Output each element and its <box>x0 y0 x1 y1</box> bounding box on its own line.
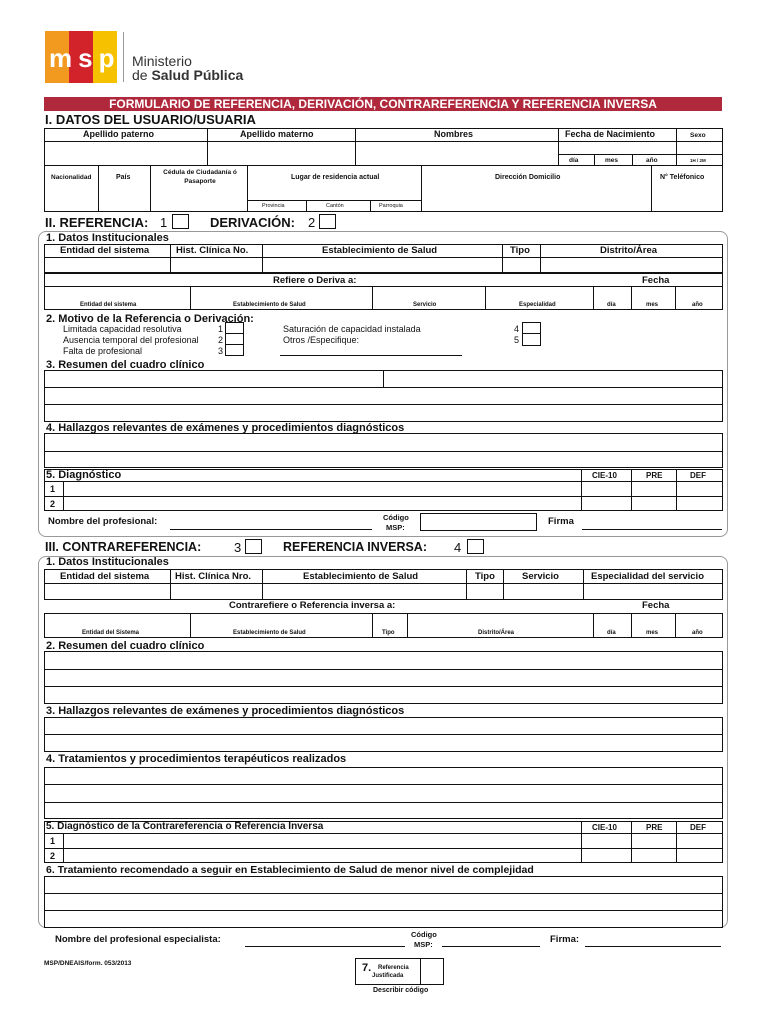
sub-label-dia: día <box>607 302 616 308</box>
codigo-msp-box[interactable] <box>420 513 537 531</box>
label-tipo-2: Tipo <box>475 571 495 582</box>
label-msp: MSP: <box>386 523 405 532</box>
label-distrito: Distrito/Área <box>600 245 658 256</box>
diagnostico-title-2: 5. Diagnóstico de la Contrareferencia o Referencia Inversa <box>46 821 324 832</box>
referencia-inversa-number: 4 <box>454 540 462 555</box>
label-hist-clinica: Hist. Clínica No. <box>176 245 249 256</box>
motivo-4-label: Saturación de capacidad instalada <box>283 324 421 334</box>
label-lugar-residencia: Lugar de residencia actual <box>291 174 380 181</box>
label-servicio-2: Servicio <box>522 571 559 582</box>
label-establecimiento: Establecimiento de Salud <box>322 245 438 256</box>
label-cedula: Cédula de Ciudadanía ó Pasaporte <box>163 169 237 185</box>
derivacion-checkbox[interactable] <box>319 214 336 229</box>
sub-label-mes-2: mes <box>646 630 659 636</box>
nombre-profesional-line[interactable] <box>170 529 372 530</box>
motivo-title: 2. Motivo de la Referencia o Derivación: <box>46 313 254 325</box>
derivacion-number: 2 <box>308 215 316 230</box>
diag-row-2: 2 <box>50 499 56 509</box>
datos-institucionales-title: 1. Datos Institucionales <box>46 232 169 244</box>
otros-especifique-line[interactable] <box>280 355 462 356</box>
diag-row-2-2: 2 <box>50 851 56 861</box>
label-describir-codigo: Describir código <box>373 987 429 994</box>
sub-label-servicio: Servicio <box>413 302 437 308</box>
label-dia: día <box>569 157 579 164</box>
contrareferencia-checkbox[interactable] <box>245 539 262 554</box>
ministry-name-line2: de Salud Pública <box>132 67 244 83</box>
label-contrareferencia: III. CONTRAREFERENCIA: <box>45 540 202 554</box>
label-parroquia: Parroquia <box>379 203 403 209</box>
label-pais: País <box>116 174 131 181</box>
resumen-title: 3. Resumen del cuadro clínico <box>46 359 205 371</box>
label-sexo: Sexo <box>690 132 706 139</box>
referencia-checkbox[interactable] <box>172 214 189 229</box>
label-refiere: Refiere o Deriva a: <box>273 275 357 286</box>
label-entidad-2: Entidad del sistema <box>60 571 150 582</box>
motivo-5-number: 5 <box>514 335 520 345</box>
label-justificada: Justificada <box>372 973 404 979</box>
msp-logo <box>45 31 121 83</box>
label-fecha: Fecha <box>642 275 670 286</box>
box-number-7: 7. <box>362 962 372 974</box>
sub-label-establecimiento-2: Establecimiento de Salud <box>233 630 306 636</box>
contrareferencia-number: 3 <box>234 540 242 555</box>
nombre-especialista-line[interactable] <box>245 946 405 947</box>
label-direccion: Dirección Domicilio <box>495 174 561 181</box>
motivo-4-number: 4 <box>514 324 520 334</box>
label-fecha-2: Fecha <box>642 600 670 611</box>
motivo-checkbox-group-2[interactable] <box>522 322 541 346</box>
label-fecha-nacimiento: Fecha de Nacimiento <box>565 129 656 139</box>
label-nacionalidad: Nacionalidad <box>51 174 92 181</box>
referencia-inversa-checkbox[interactable] <box>467 539 484 554</box>
label-apellido-paterno: Apellido paterno <box>83 129 155 139</box>
label-contrarefiere: Contrarefiere o Referencia inversa a: <box>229 600 396 611</box>
label-nombre-especialista: Nombre del profesional especialista: <box>55 934 221 945</box>
label-nombre-profesional: Nombre del profesional: <box>48 516 158 527</box>
label-referencia: Referencia <box>378 965 409 971</box>
form-title: FORMULARIO DE REFERENCIA, DERIVACIÓN, CONTRAREFERENCIA Y REFERENCIA INVERSA <box>44 97 722 111</box>
sub-label-entidad: Entidad del sistema <box>80 302 137 308</box>
hallazgos-title: 4. Hallazgos relevantes de exámenes y procedimientos diagnósticos <box>46 422 405 434</box>
label-cie10-2: CIE-10 <box>592 823 617 832</box>
label-def-2: DEF <box>690 823 706 832</box>
label-apellido-materno: Apellido materno <box>240 129 314 139</box>
motivo-5-label: Otros /Especifique: <box>283 335 360 345</box>
firma-line-2[interactable] <box>585 946 721 947</box>
logo-divider <box>123 32 124 82</box>
hallazgos-title-2: 3. Hallazgos relevantes de exámenes y procedimientos diagnósticos <box>46 705 405 717</box>
label-especialidad-2: Especialidad del servicio <box>591 571 704 582</box>
sub-label-establecimiento: Establecimiento de Salud <box>233 302 306 308</box>
diagnostico-title: 5. Diagnóstico <box>46 469 122 481</box>
datos-institucionales-title-2: 1. Datos Institucionales <box>46 556 169 568</box>
firma-line[interactable] <box>582 529 722 530</box>
label-establecimiento-2: Establecimiento de Salud <box>303 571 419 582</box>
sub-label-dia-2: día <box>607 630 616 636</box>
motivo-1-label: Limitada capacidad resolutiva <box>63 324 182 334</box>
sub-label-distrito-2: Distrito/Área <box>478 630 515 636</box>
label-pre-2: PRE <box>646 823 663 832</box>
logo-text: msp <box>49 43 121 73</box>
resumen-title-2: 2. Resumen del cuadro clínico <box>46 640 205 652</box>
label-def: DEF <box>690 471 706 480</box>
label-provincia: Provincia <box>262 203 285 209</box>
label-entidad: Entidad del sistema <box>60 245 150 256</box>
label-referencia: II. REFERENCIA: <box>45 215 149 230</box>
motivo-checkbox-group-1[interactable] <box>225 322 244 356</box>
sub-label-tipo-2: Tipo <box>382 630 395 636</box>
label-nombres: Nombres <box>434 129 474 139</box>
sub-label-anio: año <box>692 302 703 308</box>
tratamientos-title: 4. Tratamientos y procedimientos terapéuticos realizados <box>46 753 347 765</box>
motivo-2-number: 2 <box>218 335 224 345</box>
motivo-3-number: 3 <box>218 346 224 356</box>
sub-label-entidad-2: Entidad del Sistema <box>82 630 140 636</box>
motivo-3-label: Falta de profesional <box>63 346 143 356</box>
label-cie10: CIE-10 <box>592 471 617 480</box>
motivo-2-label: Ausencia temporal del profesional <box>63 335 199 345</box>
label-hist-clinica-2: Hist. Clínica Nro. <box>175 571 252 582</box>
motivo-1-number: 1 <box>218 324 224 334</box>
codigo-msp-line[interactable] <box>442 946 540 947</box>
label-derivacion: DERIVACIÓN: <box>210 215 295 230</box>
label-tipo: Tipo <box>510 245 530 256</box>
label-telefono: N° Teléfonico <box>660 174 705 181</box>
label-firma-2: Firma: <box>550 934 580 945</box>
diag-row-1: 1 <box>50 484 56 494</box>
label-canton: Cantón <box>326 203 344 209</box>
tratamiento-recomendado-title: 6. Tratamiento recomendado a seguir en Establecimiento de Salud de menor nivel de complejidad <box>46 864 534 876</box>
form-code: MSP/DNEAIS/form. 053/2013 <box>44 960 132 967</box>
diag-row-1-2: 1 <box>50 836 56 846</box>
label-codigo-2: Código <box>411 930 437 939</box>
label-mes: mes <box>605 157 619 164</box>
label-referencia-inversa: REFERENCIA INVERSA: <box>283 540 427 554</box>
label-msp-2: MSP: <box>414 940 433 949</box>
label-sexo-options: 1H / 2M <box>690 158 706 163</box>
sub-label-mes: mes <box>646 302 659 308</box>
label-codigo: Código <box>383 513 409 522</box>
referencia-justificada-input[interactable] <box>421 959 443 984</box>
sub-label-anio-2: año <box>692 630 703 636</box>
label-firma: Firma <box>548 516 574 527</box>
sub-label-especialidad: Especialidad <box>519 302 556 308</box>
section1-title: I. DATOS DEL USUARIO/USUARIA <box>45 112 256 127</box>
label-pre: PRE <box>646 471 663 480</box>
ministry-name-line1: Ministerio <box>132 53 192 69</box>
label-anio: año <box>646 157 658 164</box>
referencia-number: 1 <box>160 215 168 230</box>
